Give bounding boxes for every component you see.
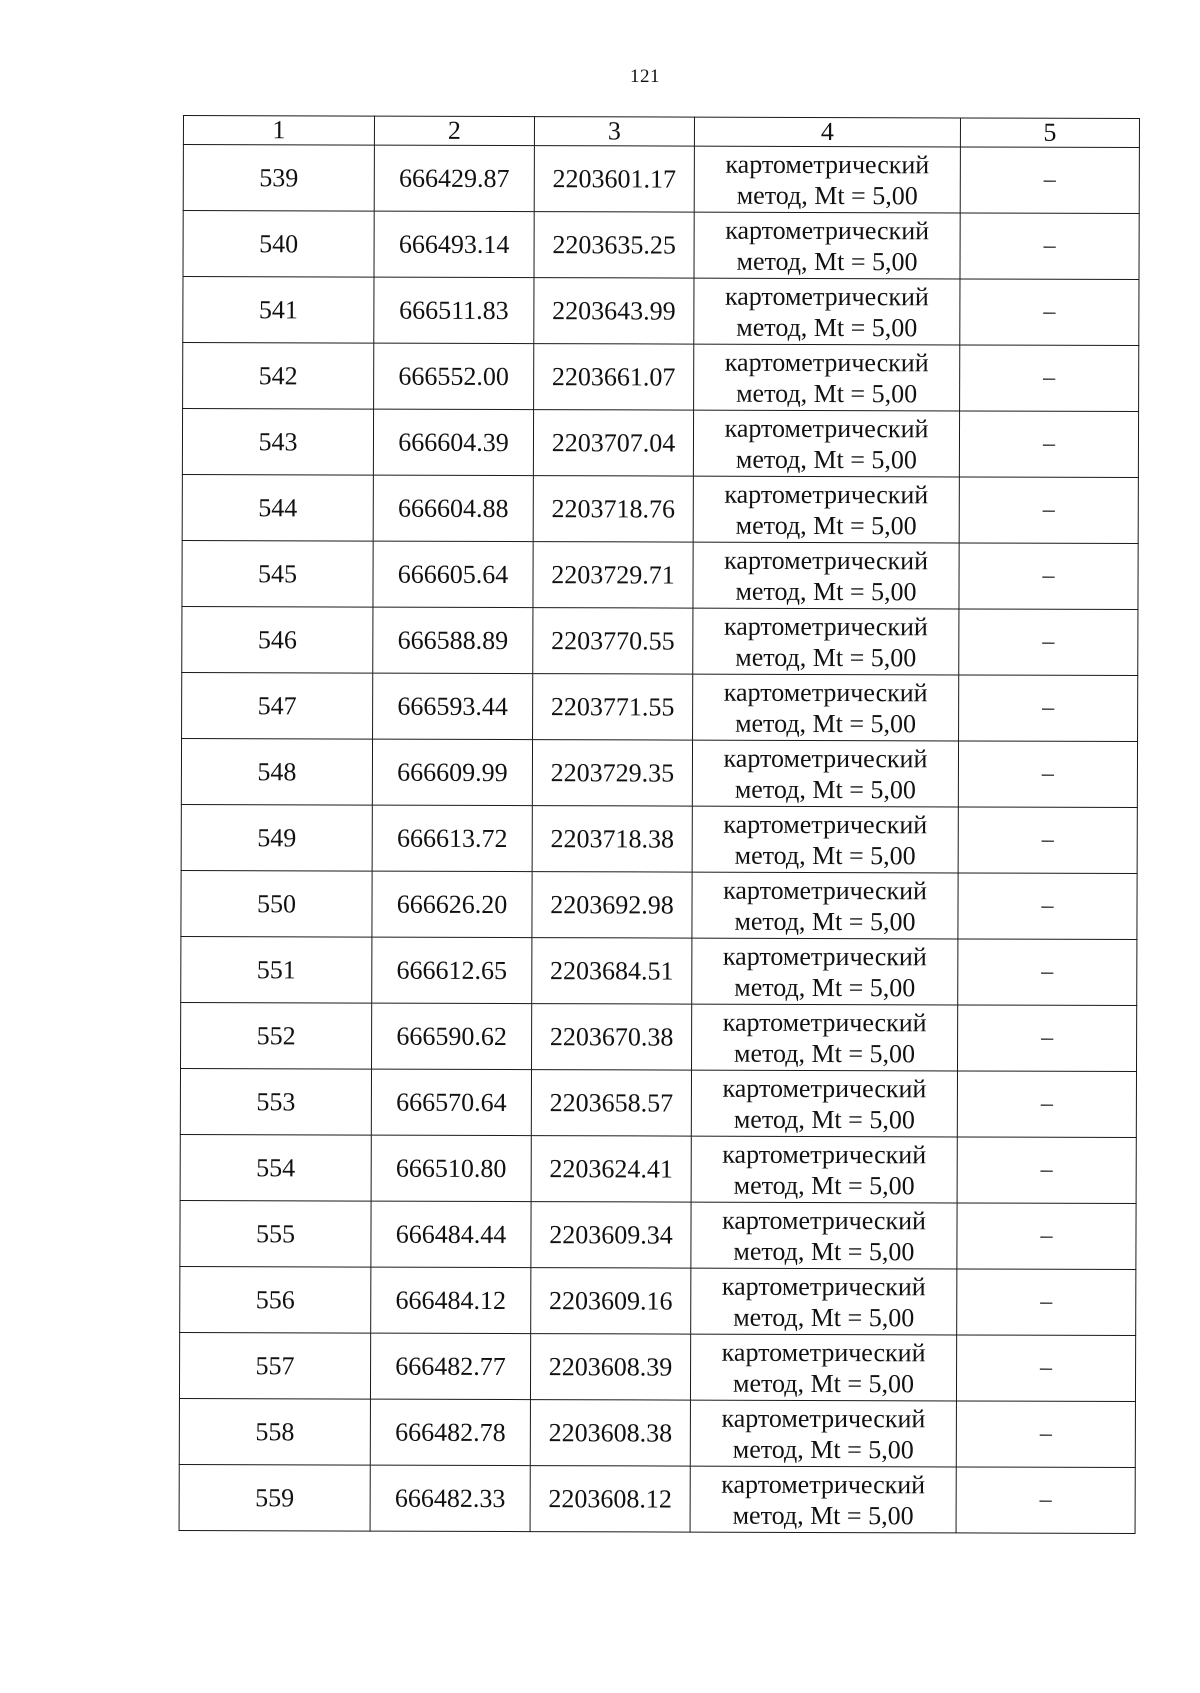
method-cell — [691, 1070, 957, 1137]
table-row — [180, 1200, 1136, 1269]
point-number-cell: 539 — [183, 145, 374, 212]
method-line-1: картометрический — [721, 1271, 926, 1301]
point-number-cell: 550 — [181, 870, 372, 937]
point-number-cell: 553 — [180, 1068, 371, 1135]
method-line-2: метод, Mt = 5,00 — [733, 1170, 915, 1200]
method-line-1: картометрический — [723, 743, 928, 773]
method-line-1: картометрический — [721, 1469, 926, 1499]
method-cell — [694, 278, 960, 345]
point-number-cell: 548 — [181, 738, 372, 805]
y-coordinate-cell: 2203729.71 — [533, 542, 693, 609]
point-number-cell: 551 — [181, 936, 372, 1003]
point-number-cell: 543 — [182, 409, 373, 476]
table-row — [181, 804, 1137, 873]
table-row — [183, 211, 1139, 280]
description-cell: – — [956, 1335, 1135, 1402]
y-coordinate-cell: 2203670.38 — [532, 1004, 692, 1071]
method-line-1: картометрический — [724, 545, 929, 575]
x-coordinate-cell: 666588.89 — [373, 607, 533, 674]
method-cell — [691, 1136, 957, 1203]
table-row — [180, 1134, 1136, 1203]
y-coordinate-cell: 2203608.39 — [530, 1334, 690, 1401]
method-line-2: метод, Mt = 5,00 — [734, 1038, 916, 1068]
table-header — [183, 116, 1139, 148]
method-cell — [690, 1334, 956, 1401]
y-coordinate-cell: 2203684.51 — [532, 938, 692, 1005]
y-coordinate-cell: 2203609.16 — [531, 1268, 691, 1335]
table-row — [182, 540, 1138, 609]
x-coordinate-cell: 666493.14 — [374, 211, 534, 278]
method-line-2: метод, Mt = 5,00 — [734, 972, 916, 1002]
description-cell: – — [958, 1005, 1137, 1072]
point-number-cell: 556 — [180, 1266, 371, 1333]
method-cell — [694, 212, 960, 279]
method-line-2: метод, Mt = 5,00 — [732, 1434, 914, 1464]
method-line-2: метод, Mt = 5,00 — [732, 1368, 915, 1398]
header-row — [183, 116, 1139, 148]
table-row — [181, 1002, 1137, 1071]
point-number-cell: 546 — [182, 606, 373, 673]
table-row — [181, 738, 1137, 807]
method-line-2: метод, Mt = 5,00 — [735, 708, 917, 738]
y-coordinate-cell: 2203707.04 — [533, 410, 693, 477]
method-cell — [690, 1400, 956, 1467]
table-row — [183, 277, 1139, 346]
header-col-4: 4 — [694, 117, 960, 147]
page-number: 121 — [630, 66, 660, 87]
table-row — [179, 1332, 1135, 1401]
description-cell: – — [958, 939, 1137, 1006]
x-coordinate-cell: 666429.87 — [374, 145, 534, 212]
y-coordinate-cell: 2203771.55 — [533, 674, 693, 741]
point-number-cell: 549 — [181, 804, 372, 871]
table-row — [182, 606, 1138, 675]
y-coordinate-cell: 2203729.35 — [532, 740, 692, 807]
point-number-cell: 557 — [179, 1332, 370, 1399]
method-line-1: картометрический — [724, 413, 929, 443]
table-row — [181, 870, 1137, 939]
point-number-cell: 555 — [180, 1200, 371, 1267]
method-line-1: картометрический — [725, 215, 930, 245]
method-cell — [693, 542, 959, 609]
x-coordinate-cell: 666570.64 — [371, 1069, 531, 1136]
header-col-5: 5 — [960, 118, 1139, 148]
coordinates-table — [179, 115, 1140, 1534]
method-line-1: картометрический — [723, 809, 928, 839]
description-cell: – — [960, 147, 1139, 214]
y-coordinate-cell: 2203608.38 — [530, 1400, 690, 1467]
method-line-2: метод, Mt = 5,00 — [733, 1302, 915, 1332]
point-number-cell: 544 — [182, 474, 373, 541]
method-cell — [692, 1004, 958, 1071]
method-cell — [693, 608, 959, 675]
method-line-2: метод, Mt = 5,00 — [735, 576, 917, 606]
method-line-1: картометрический — [722, 1073, 927, 1103]
method-line-1: картометрический — [721, 1403, 926, 1433]
description-cell: – — [958, 807, 1137, 874]
table-row — [182, 409, 1138, 478]
table-row — [180, 1068, 1136, 1137]
method-cell — [691, 1268, 957, 1335]
point-number-cell: 552 — [181, 1002, 372, 1069]
method-line-1: картометрический — [724, 281, 929, 311]
table-row — [180, 1266, 1136, 1335]
x-coordinate-cell: 666593.44 — [373, 673, 533, 740]
y-coordinate-cell: 2203661.07 — [534, 344, 694, 411]
description-cell: – — [956, 1401, 1135, 1468]
point-number-cell: 547 — [182, 672, 373, 739]
header-col-2: 2 — [374, 116, 534, 146]
method-line-1: картометрический — [722, 1139, 927, 1169]
table-row — [183, 145, 1139, 214]
y-coordinate-cell: 2203643.99 — [534, 278, 694, 345]
description-cell: – — [960, 345, 1139, 412]
x-coordinate-cell: 666604.88 — [373, 475, 533, 542]
x-coordinate-cell: 666626.20 — [372, 871, 532, 938]
point-number-cell: 542 — [183, 343, 374, 410]
method-cell — [692, 938, 958, 1005]
description-cell: – — [957, 1269, 1136, 1336]
y-coordinate-cell: 2203624.41 — [531, 1136, 691, 1203]
y-coordinate-cell: 2203770.55 — [533, 608, 693, 675]
method-cell — [692, 806, 958, 873]
method-line-1: картометрический — [724, 479, 929, 509]
y-coordinate-cell: 2203718.38 — [532, 806, 692, 873]
header-col-3: 3 — [534, 117, 694, 147]
method-cell — [692, 872, 958, 939]
method-cell — [693, 476, 959, 543]
description-cell: – — [958, 873, 1137, 940]
method-cell — [693, 410, 959, 477]
y-coordinate-cell: 2203635.25 — [534, 212, 694, 279]
x-coordinate-cell: 666482.78 — [370, 1399, 530, 1466]
method-cell — [693, 674, 959, 741]
description-cell: – — [959, 543, 1138, 610]
x-coordinate-cell: 666482.33 — [370, 1465, 530, 1532]
x-coordinate-cell: 666484.12 — [371, 1267, 531, 1334]
method-line-2: метод, Mt = 5,00 — [733, 1236, 915, 1266]
table-row — [183, 343, 1139, 412]
method-line-2: метод, Mt = 5,00 — [736, 312, 918, 342]
y-coordinate-cell: 2203692.98 — [532, 872, 692, 939]
point-number-cell: 558 — [179, 1398, 370, 1465]
description-cell: – — [957, 1203, 1136, 1270]
method-line-1: картометрический — [722, 1007, 927, 1037]
method-line-2: метод, Mt = 5,00 — [735, 510, 917, 540]
method-line-1: картометрический — [722, 941, 927, 971]
method-cell — [694, 344, 960, 411]
point-number-cell: 540 — [183, 211, 374, 278]
method-line-2: метод, Mt = 5,00 — [736, 378, 918, 408]
description-cell: – — [960, 279, 1139, 346]
table-row — [179, 1398, 1135, 1467]
description-cell: – — [959, 675, 1138, 742]
method-line-2: метод, Mt = 5,00 — [736, 180, 918, 210]
method-line-1: картометрический — [725, 149, 930, 179]
method-cell — [691, 1202, 957, 1269]
method-line-1: картометрический — [722, 1205, 926, 1235]
x-coordinate-cell: 666609.99 — [372, 739, 532, 806]
x-coordinate-cell: 666612.65 — [372, 937, 532, 1004]
method-line-1: картометрический — [724, 347, 929, 377]
description-cell: – — [957, 1137, 1136, 1204]
description-cell: – — [958, 741, 1137, 808]
method-line-2: метод, Mt = 5,00 — [734, 774, 916, 804]
table-row — [182, 474, 1138, 543]
method-line-2: метод, Mt = 5,00 — [734, 906, 916, 936]
x-coordinate-cell: 666482.77 — [370, 1333, 530, 1400]
x-coordinate-cell: 666510.80 — [371, 1135, 531, 1202]
description-cell: – — [957, 1071, 1136, 1138]
point-number-cell: 541 — [183, 277, 374, 344]
point-number-cell: 554 — [180, 1134, 371, 1201]
table-row — [181, 936, 1137, 1005]
description-cell: – — [960, 213, 1139, 280]
header-col-1: 1 — [183, 116, 374, 146]
method-cell — [692, 740, 958, 807]
method-line-1: картометрический — [721, 1337, 926, 1367]
x-coordinate-cell: 666590.62 — [372, 1003, 532, 1070]
method-cell — [690, 1466, 956, 1533]
x-coordinate-cell: 666613.72 — [372, 805, 532, 872]
table-row — [179, 1464, 1135, 1533]
method-line-1: картометрический — [723, 875, 928, 905]
point-number-cell: 545 — [182, 540, 373, 607]
method-line-2: метод, Mt = 5,00 — [735, 642, 917, 672]
method-line-2: метод, Mt = 5,00 — [734, 840, 916, 870]
y-coordinate-cell: 2203658.57 — [531, 1070, 691, 1137]
table-row — [182, 672, 1138, 741]
x-coordinate-cell: 666552.00 — [374, 343, 534, 410]
x-coordinate-cell: 666511.83 — [374, 277, 534, 344]
method-line-2: метод, Mt = 5,00 — [735, 444, 917, 474]
x-coordinate-cell: 666605.64 — [373, 541, 533, 608]
method-cell — [694, 146, 960, 213]
method-line-2: метод, Mt = 5,00 — [733, 1104, 915, 1134]
x-coordinate-cell: 666604.39 — [373, 409, 533, 476]
x-coordinate-cell: 666484.44 — [371, 1201, 531, 1268]
table-body — [179, 145, 1139, 1534]
method-line-1: картометрический — [723, 677, 928, 707]
y-coordinate-cell: 2203608.12 — [530, 1466, 690, 1533]
description-cell: – — [959, 477, 1138, 544]
description-cell: – — [959, 411, 1138, 478]
y-coordinate-cell: 2203601.17 — [534, 146, 694, 213]
description-cell: – — [956, 1467, 1135, 1534]
method-line-2: метод, Mt = 5,00 — [732, 1500, 914, 1530]
point-number-cell: 559 — [179, 1464, 370, 1531]
description-cell: – — [959, 609, 1138, 676]
method-line-1: картометрический — [723, 611, 928, 641]
method-line-2: метод, Mt = 5,00 — [736, 246, 918, 276]
y-coordinate-cell: 2203609.34 — [531, 1202, 691, 1269]
y-coordinate-cell: 2203718.76 — [533, 476, 693, 543]
